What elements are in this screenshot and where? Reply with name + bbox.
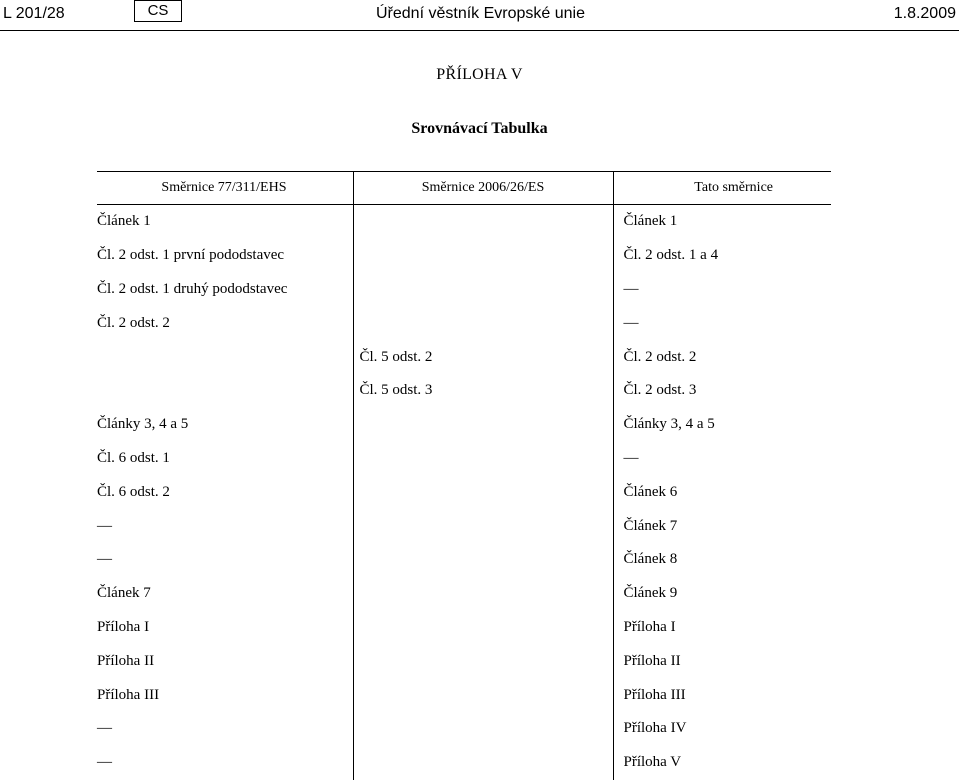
column-header-directive-2006-26: Směrnice 2006/26/ES [353, 172, 613, 205]
cell-directive-77-311: Článek 1 [97, 205, 353, 239]
cell-directive-77-311: Příloha II [97, 644, 353, 678]
cell-this-directive: — [623, 449, 639, 466]
cell-this-directive: Článek 6 [623, 483, 678, 500]
table-row [97, 644, 831, 678]
page-header [0, 0, 959, 30]
column-header-this-directive: Tato směrnice [613, 172, 831, 205]
cell-directive-77-311: Čl. 2 odst. 2 [97, 306, 353, 340]
cell-directive-2006-26 [353, 712, 613, 746]
cell-directive-2006-26 [353, 442, 613, 476]
cell-directive-77-311 [97, 340, 353, 374]
cell-directive-77-311: Čl. 6 odst. 1 [97, 442, 353, 476]
correlation-table-container [97, 171, 831, 780]
cell-directive-2006-26 [353, 543, 613, 577]
cell-this-directive: Příloha IV [623, 720, 687, 737]
table-row [97, 205, 831, 239]
cell-directive-2006-26 [353, 577, 613, 611]
table-row [97, 408, 831, 442]
table-row [97, 746, 831, 780]
table-row [97, 577, 831, 611]
table-row [97, 306, 831, 340]
cell-directive-77-311: Články 3, 4 a 5 [97, 408, 353, 442]
cell-this-directive: Článek 8 [623, 551, 678, 568]
cell-this-directive: Čl. 2 odst. 3 [623, 382, 697, 399]
cell-directive-2006-26: Čl. 5 odst. 2 [353, 340, 613, 374]
cell-this-directive: Čl. 2 odst. 2 [623, 348, 697, 365]
cell-this-directive: Čl. 2 odst. 1 a 4 [623, 247, 719, 264]
cell-directive-2006-26 [353, 746, 613, 780]
annex-title: PŘÍLOHA V [436, 66, 523, 83]
cell-directive-2006-26 [353, 408, 613, 442]
table-row [97, 678, 831, 712]
cell-this-directive: — [623, 314, 639, 331]
table-row [97, 611, 831, 645]
cell-directive-77-311: — [97, 712, 353, 746]
cell-directive-2006-26: Čl. 5 odst. 3 [353, 374, 613, 408]
table-row [97, 442, 831, 476]
table-row [97, 273, 831, 307]
cell-directive-77-311: — [97, 746, 353, 780]
cell-this-directive: Články 3, 4 a 5 [623, 416, 715, 433]
table-row [97, 509, 831, 543]
table-row [97, 239, 831, 273]
table-row [97, 340, 831, 374]
cell-this-directive: Článek 7 [623, 517, 678, 534]
cell-this-directive: Příloha I [623, 618, 676, 635]
cell-directive-77-311: Čl. 6 odst. 2 [97, 475, 353, 509]
cell-directive-2006-26 [353, 475, 613, 509]
cell-this-directive: — [623, 280, 639, 297]
cell-directive-77-311: Článek 7 [97, 577, 353, 611]
cell-directive-2006-26 [353, 509, 613, 543]
cell-directive-77-311 [97, 374, 353, 408]
cell-directive-77-311: — [97, 509, 353, 543]
header-divider [0, 30, 959, 31]
table-row [97, 712, 831, 746]
publication-date: 1.8.2009 [893, 5, 956, 22]
cell-this-directive: Příloha II [623, 652, 681, 669]
table-row [97, 543, 831, 577]
cell-directive-77-311: Čl. 2 odst. 1 druhý pododstavec [97, 273, 353, 307]
cell-this-directive: Článek 1 [623, 213, 678, 230]
table-title: Srovnávací Tabulka [411, 120, 548, 137]
cell-this-directive: Příloha V [623, 754, 682, 771]
table-row [97, 475, 831, 509]
cell-directive-2006-26 [353, 239, 613, 273]
journal-title: Úřední věstník Evropské unie [376, 5, 585, 22]
cell-directive-77-311: — [97, 543, 353, 577]
cell-directive-77-311: Čl. 2 odst. 1 první pododstavec [97, 239, 353, 273]
table-body [97, 205, 831, 780]
cell-directive-2006-26 [353, 306, 613, 340]
correlation-table [97, 171, 831, 780]
cell-directive-77-311: Příloha I [97, 611, 353, 645]
table-row [97, 374, 831, 408]
cell-directive-2006-26 [353, 611, 613, 645]
cell-directive-2006-26 [353, 678, 613, 712]
cell-directive-2006-26 [353, 644, 613, 678]
cell-directive-2006-26 [353, 273, 613, 307]
cell-directive-2006-26 [353, 205, 613, 239]
cell-this-directive: Článek 9 [623, 585, 678, 602]
language-badge: CS [134, 0, 182, 22]
cell-directive-77-311: Příloha III [97, 678, 353, 712]
journal-series-number: L 201/28 [3, 5, 65, 22]
table-header-row [97, 172, 831, 205]
column-header-directive-77-311: Směrnice 77/311/EHS [97, 172, 353, 205]
cell-this-directive: Příloha III [623, 686, 686, 703]
